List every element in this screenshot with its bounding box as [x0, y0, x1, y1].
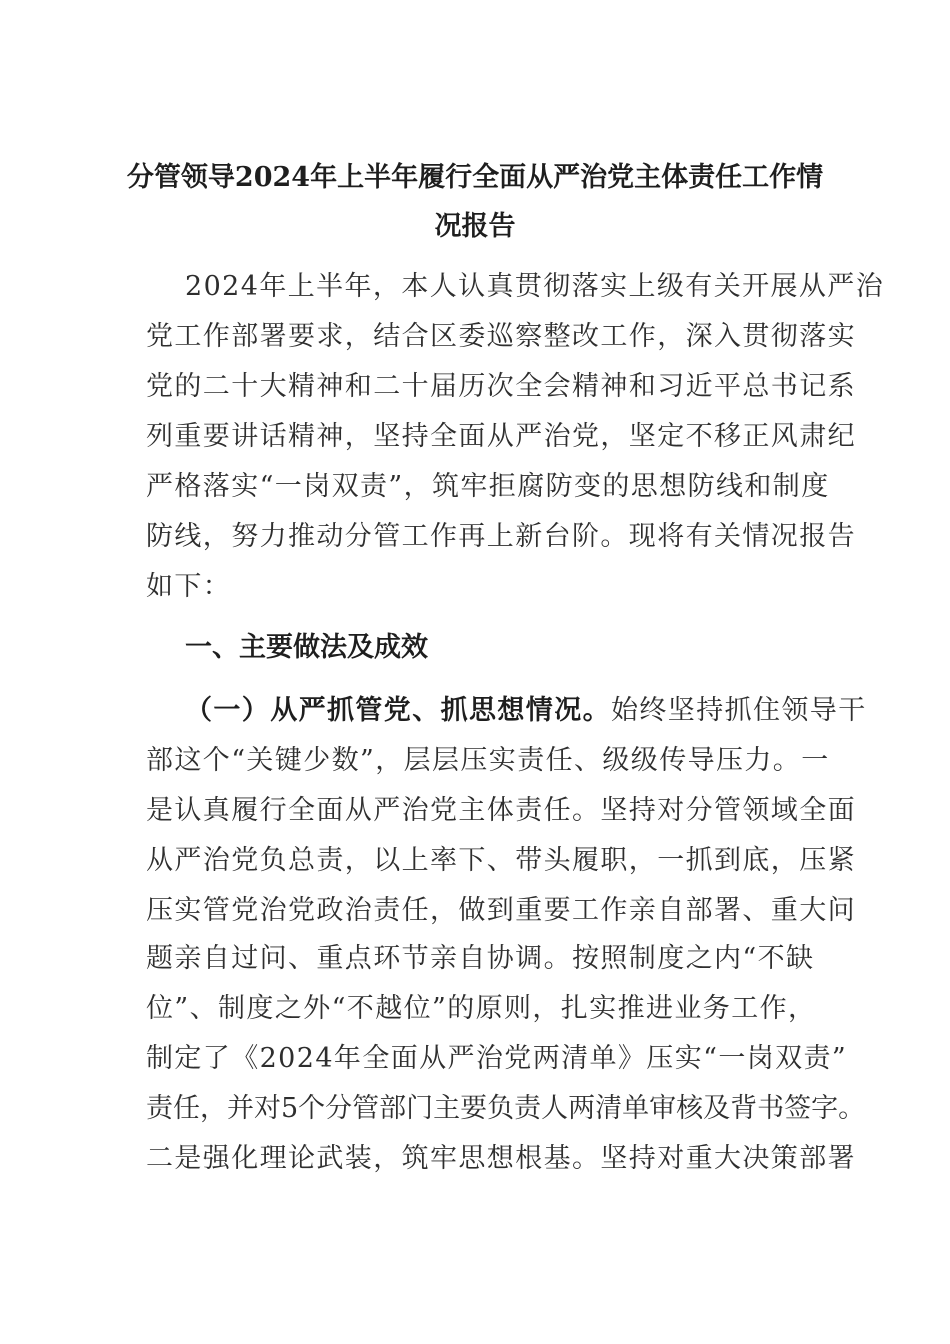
intro-line: 党工作部署要求，结合区委巡察整改工作，深入贯彻落实 — [146, 321, 856, 352]
body-line: 从严治党负总责，以上率下、带头履职，一抓到底，压紧 — [146, 845, 856, 876]
intro-line: 2024年上半年，本人认真贯彻落实上级有关开展从严治 — [185, 271, 885, 302]
document-title-line-2: 况报告 — [434, 211, 516, 242]
document-title-line-1: 分管领导2024年上半年履行全面从严治党主体责任工作情 — [126, 162, 824, 193]
subsection-heading: （一）从严抓管党、抓思想情况。 — [185, 695, 611, 726]
body-line: 二是强化理论武装，筑牢思想根基。坚持对重大决策部署 — [146, 1143, 856, 1174]
subsection-first-line — [185, 696, 885, 726]
intro-line: 严格落实“一岗双责”，筑牢拒腐防变的思想防线和制度 — [146, 471, 830, 502]
body-line: 责任，并对5个分管部门主要负责人两清单审核及背书签字。 — [146, 1093, 866, 1124]
intro-line: 如下： — [146, 571, 232, 602]
body-line: 压实管党治党政治责任，做到重要工作亲自部署、重大问 — [146, 895, 856, 926]
body-line: 题亲自过问、重点环节亲自协调。按照制度之内“不缺 — [146, 943, 815, 974]
body-line: 制定了《2024年全面从严治党两清单》压实“一岗双责” — [146, 1043, 848, 1074]
subsection-first-text: 始终坚持抓住领导干 — [611, 695, 867, 726]
intro-line: 防线，努力推动分管工作再上新台阶。现将有关情况报告 — [146, 521, 856, 552]
body-line: 部这个“关键少数”，层层压实责任、级级传导压力。一 — [146, 745, 830, 776]
body-line: 位”、制度之外“不越位”的原则，扎实推进业务工作， — [146, 993, 817, 1024]
intro-line: 列重要讲话精神，坚持全面从严治党，坚定不移正风肃纪 — [146, 421, 856, 452]
section-heading: 一、主要做法及成效 — [185, 632, 428, 663]
intro-line: 党的二十大精神和二十届历次全会精神和习近平总书记系 — [146, 371, 856, 402]
body-line: 是认真履行全面从严治党主体责任。坚持对分管领域全面 — [146, 795, 856, 826]
